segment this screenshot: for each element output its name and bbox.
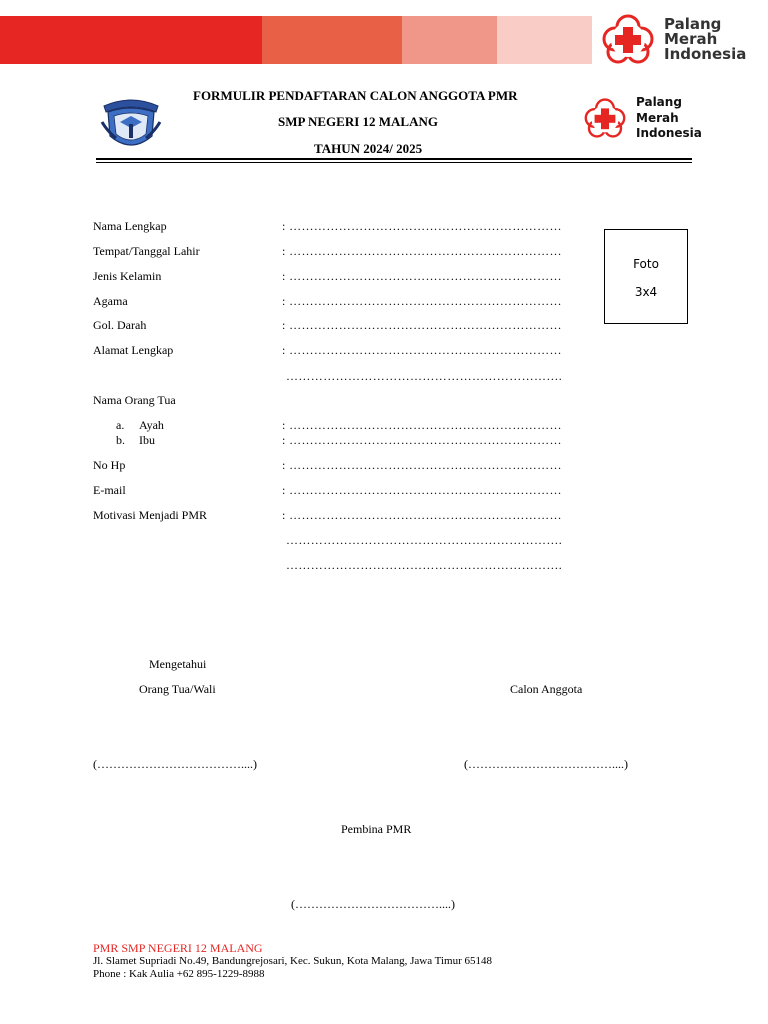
banner-band-1	[0, 16, 262, 64]
photo-size: 3x4	[634, 285, 658, 299]
pmi-word-3: Indonesia	[636, 126, 702, 141]
header-divider-thick	[96, 158, 692, 160]
school-year: TAHUN 2024/ 2025	[314, 141, 423, 156]
orang-tua-wali-label: Orang Tua/Wali	[139, 682, 216, 696]
mengetahui-label: Mengetahui	[149, 657, 207, 671]
jenis-kelamin-field[interactable]: : …………………………………………………………	[282, 269, 562, 283]
pmi-word-2: Merah	[664, 29, 718, 48]
pmi-word-1: Palang	[664, 14, 722, 33]
ayah-index: a.	[116, 418, 125, 432]
agama-label: Agama	[93, 294, 128, 308]
motivasi-field-line-3[interactable]: ………………………………………………………….	[286, 558, 563, 572]
gol-darah-field[interactable]: : …………………………………………………………	[282, 318, 562, 332]
banner-band-2	[262, 16, 402, 64]
header-divider-thin	[96, 162, 692, 163]
signature-blank-pembina[interactable]: (………………………………....)	[291, 897, 455, 911]
pmi-logo-top	[598, 14, 746, 64]
ayah-field[interactable]: : …………………………………………………………	[282, 418, 562, 432]
footer-phone: Phone : Kak Aulia +62 895-1229-8988	[93, 968, 265, 980]
calon-anggota-label: Calon Anggota	[510, 682, 583, 696]
alamat-label: Alamat Lengkap	[93, 343, 174, 357]
pembina-label: Pembina PMR	[341, 822, 412, 836]
pmi-logo-header	[581, 95, 702, 142]
pmi-word-3: Indonesia	[664, 44, 747, 63]
school-name: SMP NEGERI 12 MALANG	[278, 114, 438, 129]
agama-field[interactable]: : …………………………………………………………	[282, 294, 562, 308]
alamat-field-line-2[interactable]: ………………………………………………………….	[286, 369, 563, 383]
gol-darah-label: Gol. Darah	[93, 318, 147, 332]
motivasi-field[interactable]: : …………………………………………………………	[282, 508, 562, 522]
jenis-kelamin-label: Jenis Kelamin	[93, 269, 162, 283]
banner-band-4	[497, 16, 592, 64]
email-field[interactable]: : …………………………………………………………	[282, 483, 562, 497]
motivasi-field-line-2[interactable]: ………………………………………………………….	[286, 533, 563, 547]
school-emblem-icon	[98, 92, 164, 154]
ttl-field[interactable]: : …………………………………………………………	[282, 244, 562, 258]
ibu-index: b.	[116, 433, 125, 447]
ibu-label: Ibu	[139, 433, 155, 447]
footer-org: PMR SMP NEGERI 12 MALANG	[93, 941, 263, 955]
pmi-word-2: Merah	[636, 110, 679, 125]
motivasi-label: Motivasi Menjadi PMR	[93, 508, 208, 522]
footer-address: Jl. Slamet Supriadi No.49, Bandungrejosari, Kec. Sukun, Kota Malang, Jawa Timur 65148	[93, 955, 493, 967]
orang-tua-label: Nama Orang Tua	[93, 393, 176, 407]
photo-box	[604, 229, 688, 324]
nama-lengkap-field[interactable]: : …………………………………………………………	[282, 219, 562, 233]
red-cross-flower-icon	[598, 14, 658, 64]
nama-lengkap-label: Nama Lengkap	[93, 219, 167, 233]
alamat-field[interactable]: : …………………………………………………………	[282, 343, 562, 357]
signature-blank-candidate[interactable]: (………………………………....)	[464, 757, 628, 771]
pmi-word-1: Palang	[636, 95, 682, 109]
form-title: FORMULIR PENDAFTARAN CALON ANGGOTA PMR	[193, 88, 518, 103]
ibu-field[interactable]: : …………………………………………………………	[282, 433, 562, 447]
no-hp-field[interactable]: : …………………………………………………………	[282, 458, 562, 472]
banner-band-3	[402, 16, 497, 64]
ayah-label: Ayah	[139, 418, 164, 432]
no-hp-label: No Hp	[93, 458, 126, 472]
red-cross-flower-icon	[581, 96, 629, 140]
top-banner	[0, 16, 592, 64]
ttl-label: Tempat/Tanggal Lahir	[93, 244, 200, 258]
photo-label: Foto	[633, 257, 659, 271]
signature-blank-parent[interactable]: (………………………………....)	[93, 757, 257, 771]
email-label: E-mail	[93, 483, 126, 497]
